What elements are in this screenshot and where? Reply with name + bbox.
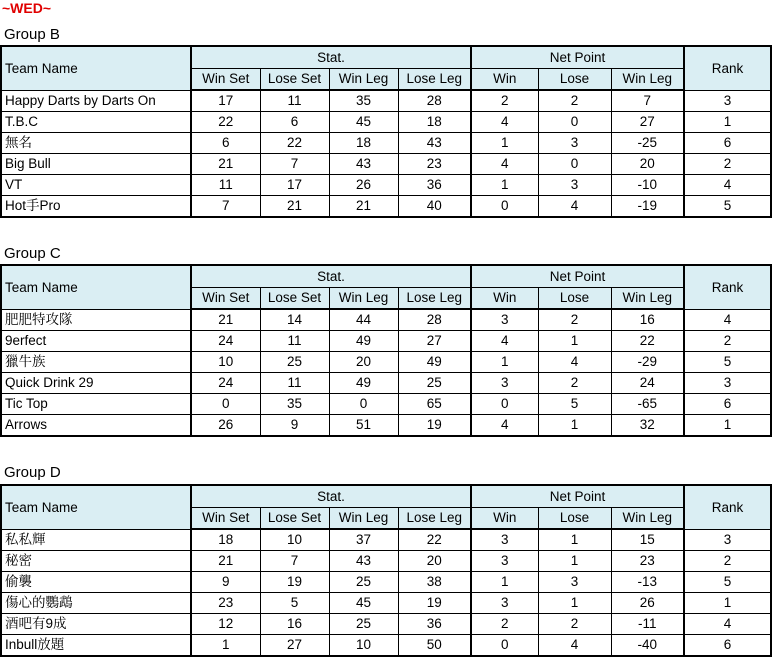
lose-leg-cell: 49 — [398, 352, 471, 373]
lose-leg-cell: 40 — [398, 196, 471, 218]
win-leg-cell: 25 — [329, 614, 398, 635]
rank-cell: 2 — [684, 154, 771, 175]
stat-header: Stat. — [191, 265, 471, 288]
rank-header: Rank — [684, 265, 771, 309]
lose-leg-cell: 18 — [398, 112, 471, 133]
rank-cell: 5 — [684, 196, 771, 218]
lose-leg-cell: 25 — [398, 373, 471, 394]
table-row — [1, 551, 771, 572]
lose-cell: 1 — [538, 529, 611, 551]
win-set-cell: 1 — [191, 635, 260, 657]
group-title: Group B — [4, 26, 60, 43]
lose-cell: 1 — [538, 415, 611, 437]
lose-leg-header: Lose Leg — [398, 508, 471, 530]
team-name-header: Team Name — [1, 265, 191, 309]
lose-cell: 3 — [538, 175, 611, 196]
lose-leg-cell: 27 — [398, 331, 471, 352]
team-name-cell: 秘密 — [1, 551, 191, 572]
win-cell: 0 — [471, 394, 538, 415]
win-cell: 1 — [471, 175, 538, 196]
win-cell: 4 — [471, 331, 538, 352]
group-title: Group D — [4, 464, 61, 481]
net-point-header: Net Point — [471, 485, 684, 508]
table-row — [1, 614, 771, 635]
net-win-leg-cell: -29 — [611, 352, 684, 373]
win-leg-cell: 21 — [329, 196, 398, 218]
lose-cell: 4 — [538, 352, 611, 373]
table-row — [1, 373, 771, 394]
lose-leg-header: Lose Leg — [398, 69, 471, 91]
team-name-cell: VT — [1, 175, 191, 196]
rank-cell: 5 — [684, 572, 771, 593]
win-set-cell: 9 — [191, 572, 260, 593]
lose-cell: 2 — [538, 373, 611, 394]
lose-leg-cell: 65 — [398, 394, 471, 415]
day-label: ~WED~ — [2, 0, 52, 16]
win-cell: 2 — [471, 90, 538, 112]
win-cell: 3 — [471, 529, 538, 551]
win-set-cell: 11 — [191, 175, 260, 196]
win-leg-cell: 20 — [329, 352, 398, 373]
win-cell: 3 — [471, 551, 538, 572]
net-win-leg-cell: -65 — [611, 394, 684, 415]
lose-cell: 5 — [538, 394, 611, 415]
win-leg-cell: 43 — [329, 154, 398, 175]
table-row — [1, 309, 771, 331]
net-win-leg-cell: 16 — [611, 309, 684, 331]
lose-set-cell: 21 — [260, 196, 329, 218]
lose-set-cell: 25 — [260, 352, 329, 373]
win-leg-cell: 45 — [329, 593, 398, 614]
net-win-leg-cell: -10 — [611, 175, 684, 196]
rank-cell: 3 — [684, 373, 771, 394]
lose-set-cell: 10 — [260, 529, 329, 551]
lose-set-cell: 35 — [260, 394, 329, 415]
lose-leg-cell: 28 — [398, 90, 471, 112]
standings-table — [0, 484, 772, 657]
rank-cell: 3 — [684, 529, 771, 551]
table-row — [1, 572, 771, 593]
lose-header: Lose — [538, 69, 611, 91]
team-name-cell: Arrows — [1, 415, 191, 437]
lose-set-cell: 9 — [260, 415, 329, 437]
team-name-cell: 9erfect — [1, 331, 191, 352]
win-header: Win — [471, 288, 538, 310]
team-name-cell: 肥肥特攻隊 — [1, 309, 191, 331]
table-row — [1, 331, 771, 352]
net-win-leg-cell: -19 — [611, 196, 684, 218]
lose-cell: 3 — [538, 572, 611, 593]
net-win-leg-cell: -25 — [611, 133, 684, 154]
win-set-header: Win Set — [191, 508, 260, 530]
lose-cell: 3 — [538, 133, 611, 154]
lose-set-cell: 19 — [260, 572, 329, 593]
team-name-cell: Big Bull — [1, 154, 191, 175]
rank-cell: 2 — [684, 331, 771, 352]
table-row — [1, 352, 771, 373]
lose-set-header: Lose Set — [260, 508, 329, 530]
lose-set-header: Lose Set — [260, 69, 329, 91]
win-leg-cell: 35 — [329, 90, 398, 112]
win-header: Win — [471, 69, 538, 91]
win-leg-cell: 25 — [329, 572, 398, 593]
lose-set-cell: 17 — [260, 175, 329, 196]
win-set-cell: 23 — [191, 593, 260, 614]
net-win-leg-header: Win Leg — [611, 508, 684, 530]
win-cell: 4 — [471, 154, 538, 175]
win-leg-cell: 49 — [329, 373, 398, 394]
win-cell: 3 — [471, 309, 538, 331]
lose-leg-cell: 36 — [398, 614, 471, 635]
rank-header: Rank — [684, 46, 771, 90]
lose-set-cell: 14 — [260, 309, 329, 331]
lose-leg-header: Lose Leg — [398, 288, 471, 310]
win-set-cell: 21 — [191, 309, 260, 331]
net-win-leg-cell: -11 — [611, 614, 684, 635]
lose-set-cell: 5 — [260, 593, 329, 614]
win-set-cell: 24 — [191, 331, 260, 352]
team-name-header: Team Name — [1, 485, 191, 529]
win-set-cell: 26 — [191, 415, 260, 437]
win-set-cell: 18 — [191, 529, 260, 551]
team-name-cell: 酒吧有9成 — [1, 614, 191, 635]
win-leg-cell: 45 — [329, 112, 398, 133]
lose-set-cell: 11 — [260, 90, 329, 112]
lose-cell: 0 — [538, 154, 611, 175]
win-set-cell: 24 — [191, 373, 260, 394]
win-leg-header: Win Leg — [329, 288, 398, 310]
net-win-leg-header: Win Leg — [611, 288, 684, 310]
table-row — [1, 154, 771, 175]
rank-cell: 5 — [684, 352, 771, 373]
net-win-leg-cell: 23 — [611, 551, 684, 572]
lose-leg-cell: 36 — [398, 175, 471, 196]
win-set-cell: 7 — [191, 196, 260, 218]
table-row — [1, 196, 771, 218]
team-name-cell: Quick Drink 29 — [1, 373, 191, 394]
lose-leg-cell: 19 — [398, 415, 471, 437]
rank-cell: 1 — [684, 415, 771, 437]
win-set-cell: 0 — [191, 394, 260, 415]
win-set-header: Win Set — [191, 69, 260, 91]
lose-header: Lose — [538, 508, 611, 530]
net-win-leg-cell: 27 — [611, 112, 684, 133]
net-win-leg-cell: 22 — [611, 331, 684, 352]
stat-header: Stat. — [191, 485, 471, 508]
win-cell: 1 — [471, 352, 538, 373]
rank-cell: 1 — [684, 593, 771, 614]
win-cell: 0 — [471, 196, 538, 218]
rank-cell: 6 — [684, 133, 771, 154]
win-set-cell: 17 — [191, 90, 260, 112]
table-row — [1, 635, 771, 657]
net-win-leg-cell: 15 — [611, 529, 684, 551]
net-win-leg-cell: 32 — [611, 415, 684, 437]
win-set-header: Win Set — [191, 288, 260, 310]
net-point-header: Net Point — [471, 46, 684, 69]
win-leg-cell: 51 — [329, 415, 398, 437]
lose-set-cell: 11 — [260, 331, 329, 352]
rank-cell: 2 — [684, 551, 771, 572]
lose-header: Lose — [538, 288, 611, 310]
lose-set-cell: 11 — [260, 373, 329, 394]
win-cell: 4 — [471, 112, 538, 133]
table-row — [1, 112, 771, 133]
net-win-leg-cell: -40 — [611, 635, 684, 657]
table-row — [1, 529, 771, 551]
win-leg-cell: 10 — [329, 635, 398, 657]
win-set-cell: 6 — [191, 133, 260, 154]
win-leg-cell: 26 — [329, 175, 398, 196]
table-row — [1, 593, 771, 614]
lose-leg-cell: 43 — [398, 133, 471, 154]
win-cell: 4 — [471, 415, 538, 437]
win-leg-header: Win Leg — [329, 69, 398, 91]
win-leg-cell: 43 — [329, 551, 398, 572]
rank-cell: 6 — [684, 635, 771, 657]
net-win-leg-cell: 24 — [611, 373, 684, 394]
lose-leg-cell: 28 — [398, 309, 471, 331]
rank-cell: 3 — [684, 90, 771, 112]
team-name-cell: 傷心的鸚鵡 — [1, 593, 191, 614]
table-row — [1, 133, 771, 154]
lose-cell: 4 — [538, 196, 611, 218]
net-win-leg-cell: 20 — [611, 154, 684, 175]
standings-table — [0, 45, 772, 218]
team-name-cell: Happy Darts by Darts On — [1, 90, 191, 112]
win-set-cell: 21 — [191, 551, 260, 572]
lose-cell: 0 — [538, 112, 611, 133]
lose-cell: 2 — [538, 614, 611, 635]
group-title: Group C — [4, 245, 61, 262]
net-point-header: Net Point — [471, 265, 684, 288]
table-row — [1, 394, 771, 415]
team-name-cell: 偷襲 — [1, 572, 191, 593]
win-leg-cell: 44 — [329, 309, 398, 331]
win-cell: 1 — [471, 133, 538, 154]
net-win-leg-cell: 7 — [611, 90, 684, 112]
net-win-leg-header: Win Leg — [611, 69, 684, 91]
win-cell: 3 — [471, 373, 538, 394]
stat-header: Stat. — [191, 46, 471, 69]
lose-leg-cell: 38 — [398, 572, 471, 593]
lose-set-header: Lose Set — [260, 288, 329, 310]
win-leg-header: Win Leg — [329, 508, 398, 530]
team-name-cell: Hot手Pro — [1, 196, 191, 218]
lose-cell: 4 — [538, 635, 611, 657]
rank-cell: 1 — [684, 112, 771, 133]
lose-leg-cell: 23 — [398, 154, 471, 175]
rank-cell: 6 — [684, 394, 771, 415]
lose-cell: 1 — [538, 593, 611, 614]
lose-set-cell: 27 — [260, 635, 329, 657]
lose-cell: 2 — [538, 309, 611, 331]
win-cell: 3 — [471, 593, 538, 614]
lose-leg-cell: 19 — [398, 593, 471, 614]
win-cell: 2 — [471, 614, 538, 635]
table-row — [1, 415, 771, 437]
team-name-cell: 無名 — [1, 133, 191, 154]
lose-set-cell: 7 — [260, 551, 329, 572]
win-cell: 1 — [471, 572, 538, 593]
net-win-leg-cell: 26 — [611, 593, 684, 614]
lose-leg-cell: 50 — [398, 635, 471, 657]
win-leg-cell: 18 — [329, 133, 398, 154]
net-win-leg-cell: -13 — [611, 572, 684, 593]
win-set-cell: 21 — [191, 154, 260, 175]
table-row — [1, 175, 771, 196]
lose-set-cell: 7 — [260, 154, 329, 175]
win-leg-cell: 49 — [329, 331, 398, 352]
lose-cell: 1 — [538, 331, 611, 352]
lose-set-cell: 22 — [260, 133, 329, 154]
win-cell: 0 — [471, 635, 538, 657]
lose-leg-cell: 22 — [398, 529, 471, 551]
win-set-cell: 10 — [191, 352, 260, 373]
lose-cell: 2 — [538, 90, 611, 112]
rank-cell: 4 — [684, 309, 771, 331]
standings-table — [0, 264, 772, 437]
team-name-cell: Tic Top — [1, 394, 191, 415]
win-set-cell: 22 — [191, 112, 260, 133]
team-name-header: Team Name — [1, 46, 191, 90]
lose-leg-cell: 20 — [398, 551, 471, 572]
rank-cell: 4 — [684, 175, 771, 196]
lose-set-cell: 16 — [260, 614, 329, 635]
rank-cell: 4 — [684, 614, 771, 635]
team-name-cell: 私私輝 — [1, 529, 191, 551]
win-set-cell: 12 — [191, 614, 260, 635]
table-row — [1, 90, 771, 112]
win-leg-cell: 37 — [329, 529, 398, 551]
team-name-cell: 獵牛族 — [1, 352, 191, 373]
lose-set-cell: 6 — [260, 112, 329, 133]
win-leg-cell: 0 — [329, 394, 398, 415]
win-header: Win — [471, 508, 538, 530]
team-name-cell: Inbull放題 — [1, 635, 191, 657]
rank-header: Rank — [684, 485, 771, 529]
lose-cell: 1 — [538, 551, 611, 572]
team-name-cell: T.B.C — [1, 112, 191, 133]
